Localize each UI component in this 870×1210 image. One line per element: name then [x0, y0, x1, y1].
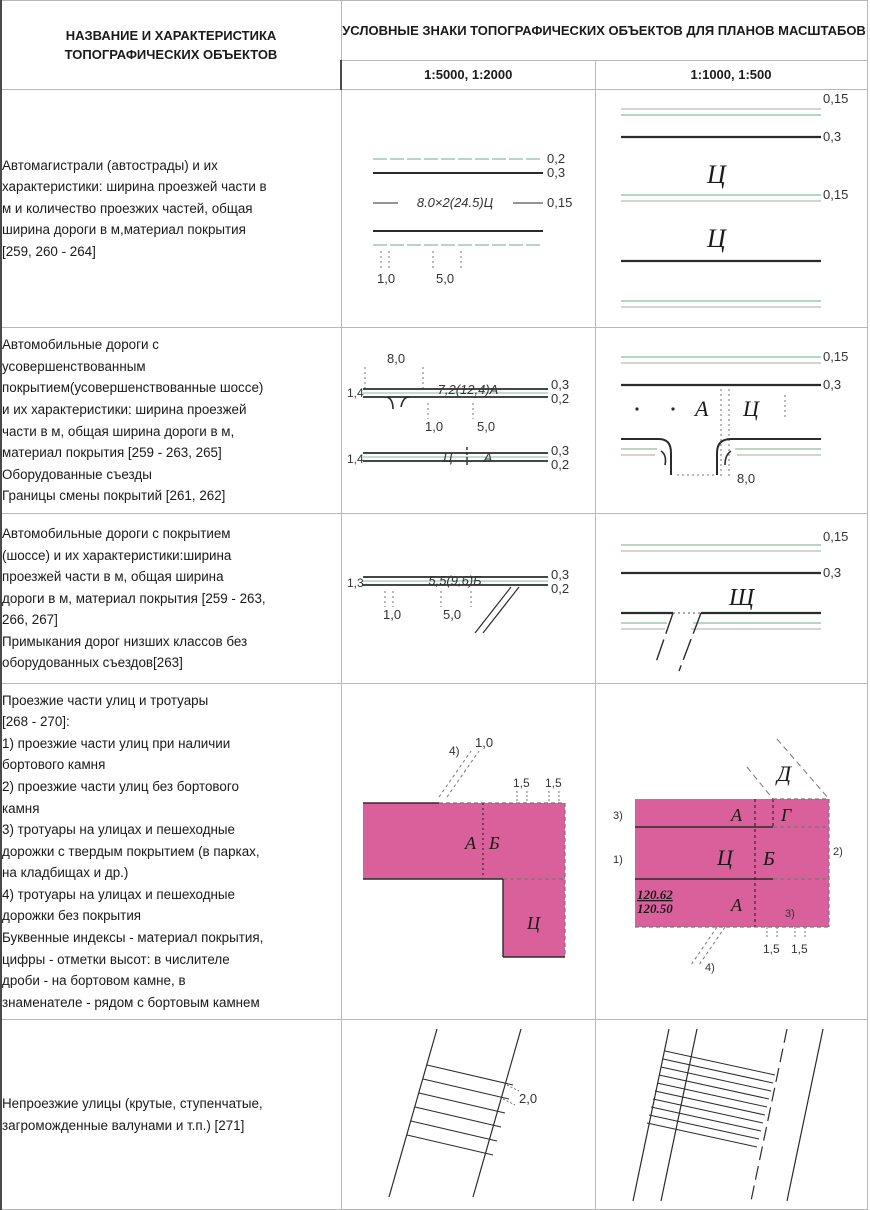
svg-text:8,0: 8,0	[737, 470, 756, 486]
motorway-symbol-small	[343, 91, 593, 327]
table-row	[1, 514, 867, 684]
header-symbols-column: УСЛОВНЫЕ ЗНАКИ ТОПОГРАФИЧЕСКИХ ОБЪЕКТОВ ДЛЯ ПЛАНОВ МАСШТАБОВ	[341, 1, 867, 61]
svg-text:Д: Д	[777, 760, 791, 786]
svg-text:0,3: 0,3	[551, 376, 570, 392]
svg-text:Ц: Ц	[527, 912, 540, 933]
svg-text:Б: Б	[763, 847, 775, 870]
svg-text:Г: Г	[781, 804, 792, 825]
svg-text:0,2: 0,2	[547, 150, 566, 166]
svg-text:5,0: 5,0	[477, 418, 496, 434]
symbol-cell-large	[595, 684, 867, 1020]
svg-text:А: А	[465, 832, 476, 853]
svg-text:0,3: 0,3	[823, 376, 842, 392]
svg-text:1,5: 1,5	[545, 775, 562, 790]
symbol-cell-large	[595, 328, 867, 514]
symbol-cell-large	[595, 1020, 867, 1210]
paved-road-symbol-large	[597, 515, 865, 683]
svg-text:1,5: 1,5	[513, 775, 530, 790]
paved-road-symbol-small	[343, 515, 593, 683]
svg-text:0,15: 0,15	[547, 194, 573, 210]
symbol-cell-small	[341, 1020, 595, 1210]
svg-text:1,5: 1,5	[763, 941, 780, 956]
svg-text:0,3: 0,3	[551, 566, 570, 582]
svg-text:8,0: 8,0	[387, 350, 406, 366]
svg-text:Ц: Ц	[707, 223, 726, 253]
svg-text:2,0: 2,0	[519, 1090, 538, 1106]
table-row	[1, 1020, 867, 1210]
row-description: Проезжие части улиц и тротуары [268 - 270]: 1) проезжие части улиц при наличии бортового камня 2) проезжие части улиц без бортового камня 3) тротуары на улицах и пешеходные дорожки с твердым покрытием (в парках, на кладбищах и др.) 4) тротуары на улицах и пешеходные дорожки без покрытия Буквенные индексы - материал покрытия, цифры - отметки высот: в числителе дроби - на бортовом камне, в знаменателе - рядом с бортовым камнем	[1, 684, 341, 1020]
svg-text:А: А	[695, 395, 709, 421]
symbol-cell-small	[341, 90, 595, 328]
road-label: 8.0×2(24.5)Ц	[416, 194, 494, 210]
svg-text:0,15: 0,15	[823, 90, 849, 106]
impassable-street-symbol-small	[343, 1021, 593, 1209]
header-scale-small: 1:5000, 1:2000	[341, 60, 595, 89]
improved-highway-symbol-large	[597, 329, 865, 513]
row-description: Непроезжие улицы (крутые, ступенчатые, загроможденные валунами и т.п.) [271]	[1, 1020, 341, 1210]
street-symbol-large	[597, 685, 865, 1019]
row-description: Автомагистрали (автострады) и их характеристики: ширина проезжей части в м и количество проезжих частей, общая ширина дороги в м,материал покрытия [259, 260 - 264]	[1, 90, 341, 328]
svg-text:0,15: 0,15	[823, 528, 849, 544]
symbol-cell-large	[595, 90, 867, 328]
svg-text:120.62: 120.62	[637, 886, 673, 902]
svg-text:1,5: 1,5	[791, 941, 808, 956]
row-description: Автомобильные дороги с усовершенствованным покрытием(усовершенствованные шоссе) и их характеристики: ширина проезжей части в м, общая ширина дороги в м, материал покрытия [259 - 263, 265] Оборудованные съезды Границы смены покрытий [261, 262]	[1, 328, 341, 514]
improved-highway-symbol-small	[343, 329, 593, 513]
svg-text:5,0: 5,0	[443, 606, 462, 622]
motorway-symbol-large	[597, 91, 865, 327]
table-row	[1, 328, 867, 514]
svg-text:5,0: 5,0	[436, 270, 455, 286]
svg-text:0,2: 0,2	[551, 390, 570, 406]
svg-text:7,2(12,4)А: 7,2(12,4)А	[437, 381, 499, 397]
svg-text:2): 2)	[833, 845, 843, 858]
svg-text:0,2: 0,2	[551, 456, 570, 472]
svg-text:0,3: 0,3	[823, 128, 842, 144]
svg-text:1,4: 1,4	[347, 385, 364, 400]
svg-text:А: А	[731, 894, 742, 915]
svg-text:0,2: 0,2	[551, 580, 570, 596]
impassable-street-symbol-large	[597, 1021, 865, 1209]
table-row	[1, 90, 867, 328]
row-description: Автомобильные дороги с покрытием (шоссе) и их характеристики:ширина проезжей части в м, общая ширина дороги в м, материал покрытия [259 - 263, 266, 267] Примыкания дорог низших классов без оборудованных съездов[263]	[1, 514, 341, 684]
svg-text:0,3: 0,3	[823, 564, 842, 580]
svg-text:1,0: 1,0	[425, 418, 444, 434]
svg-text:0,15: 0,15	[823, 348, 849, 364]
svg-text:0,3: 0,3	[551, 442, 570, 458]
header-name-column: НАЗВАНИЕ И ХАРАКТЕРИСТИКА ТОПОГРАФИЧЕСКИХ ОБЪЕКТОВ	[1, 1, 341, 90]
svg-text:0,15: 0,15	[823, 186, 849, 202]
svg-text:1): 1)	[613, 853, 623, 866]
svg-text:А: А	[483, 449, 493, 465]
svg-text:1,0: 1,0	[377, 270, 396, 286]
svg-text:А: А	[731, 804, 742, 825]
table-row	[1, 684, 867, 1020]
svg-text:1,0: 1,0	[383, 606, 402, 622]
svg-text:1,3: 1,3	[347, 575, 364, 590]
symbol-cell-small	[341, 684, 595, 1020]
symbol-cell-large	[595, 514, 867, 684]
svg-text:Щ: Щ	[729, 584, 755, 611]
svg-text:120.50: 120.50	[637, 900, 673, 916]
svg-text:Ц: Ц	[443, 449, 453, 465]
svg-text:4): 4)	[449, 743, 460, 758]
svg-text:3): 3)	[613, 809, 623, 822]
svg-text:5,5(9,6)Б: 5,5(9,6)Б	[428, 572, 482, 588]
svg-text:Ц: Ц	[707, 159, 726, 189]
svg-text:Б: Б	[489, 832, 500, 853]
svg-text:1,0: 1,0	[475, 734, 494, 750]
symbol-cell-small	[341, 514, 595, 684]
header-scale-large: 1:1000, 1:500	[595, 60, 867, 89]
svg-text:4): 4)	[705, 961, 715, 974]
svg-text:1,4: 1,4	[347, 451, 364, 466]
svg-text:3): 3)	[785, 907, 795, 920]
symbol-cell-small	[341, 328, 595, 514]
svg-text:Ц: Ц	[717, 844, 733, 870]
street-symbol-small	[343, 685, 593, 1019]
svg-text:Ц: Ц	[743, 395, 759, 421]
svg-text:0,3: 0,3	[547, 164, 566, 180]
